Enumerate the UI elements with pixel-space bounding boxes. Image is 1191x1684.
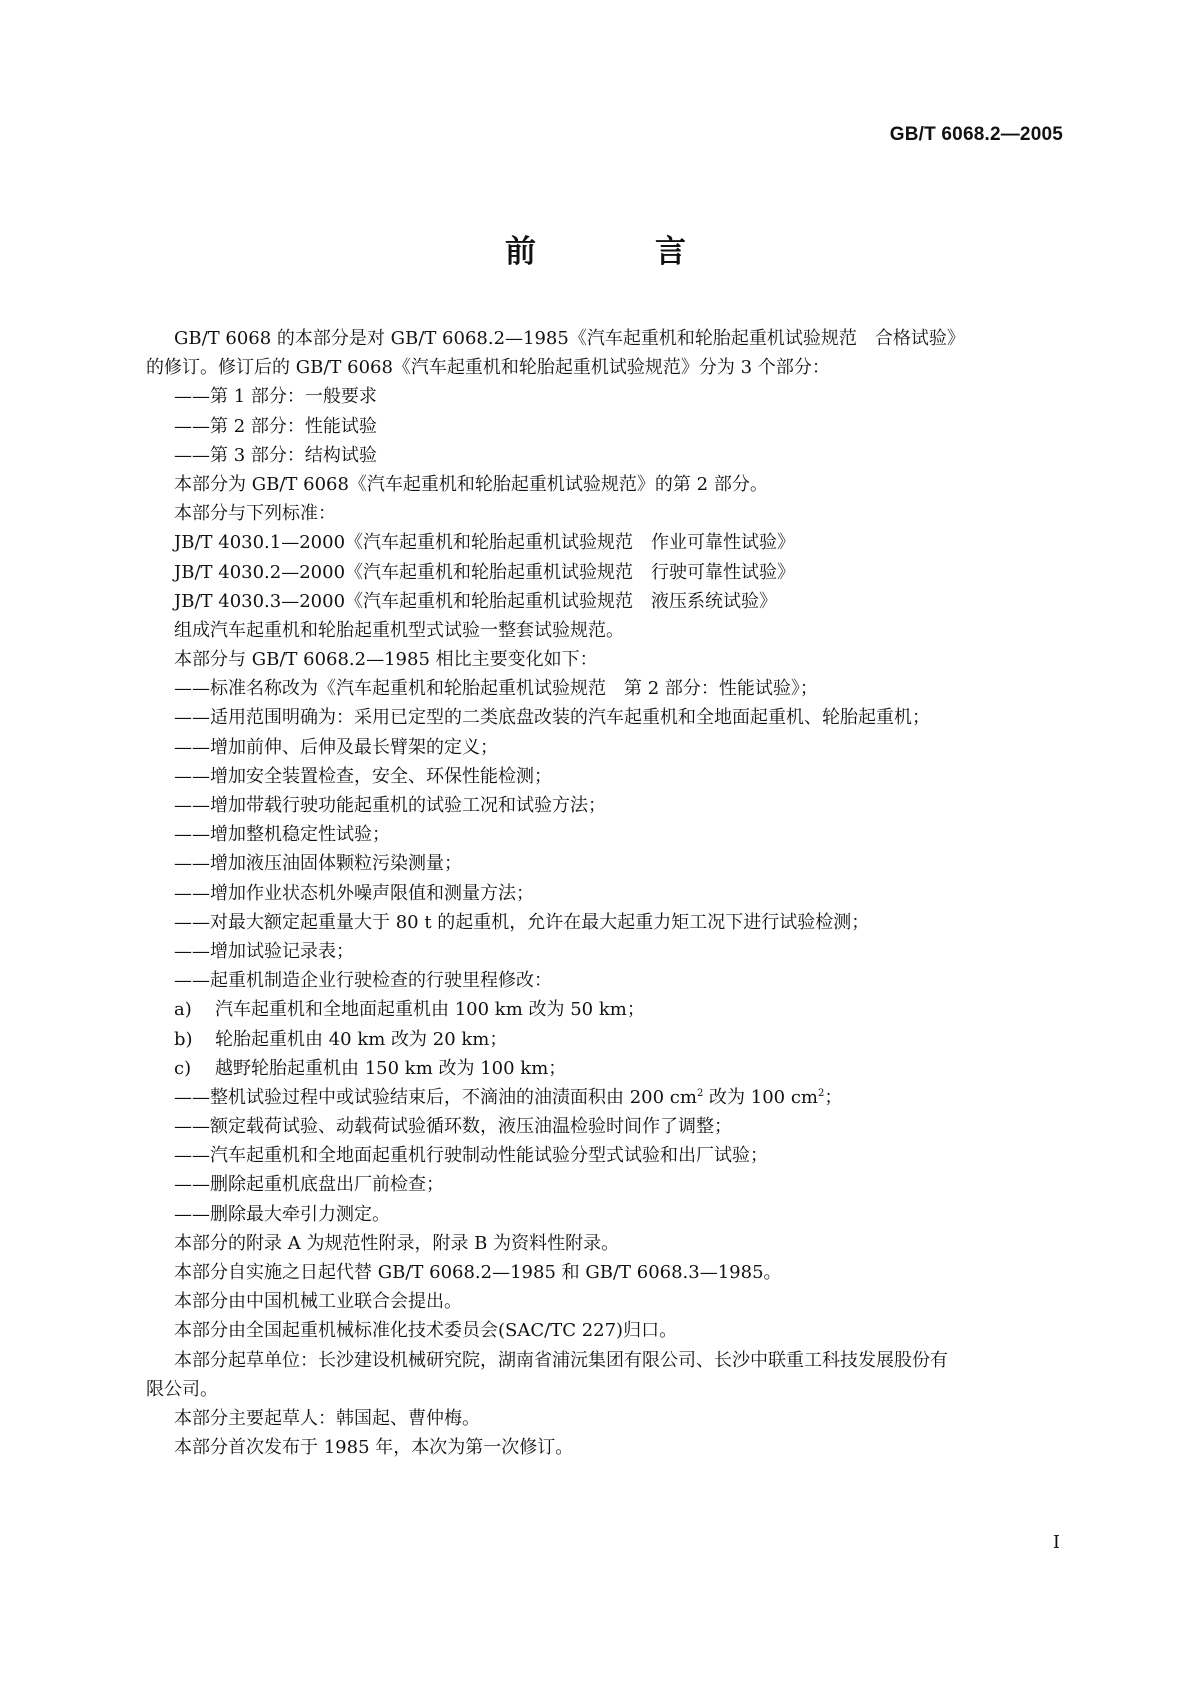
paragraph-part-statement: 本部分为 GB/T 6068《汽车起重机和轮胎起重机试验规范》的第 2 部分。 <box>174 473 768 495</box>
foreword-body <box>146 324 1066 1462</box>
change-item: ——删除起重机底盘出厂前检查； <box>174 1174 444 1196</box>
page-number: I <box>1052 1532 1060 1553</box>
related-standard-3: JB/T 4030.3—2000《汽车起重机和轮胎起重机试验规范 液压系统试验》 <box>174 590 778 612</box>
paragraph-drafting-units-line1: 本部分起草单位：长沙建设机械研究院，湖南省浦沅集团有限公司、长沙中联重工科技发展股份有 <box>174 1349 948 1371</box>
change-item: ——增加作业状态机外噪声限值和测量方法； <box>174 882 534 904</box>
related-standard-1: JB/T 4030.1—2000《汽车起重机和轮胎起重机试验规范 作业可靠性试验》 <box>174 532 796 554</box>
change-item: ——增加带载行驶功能起重机的试验工况和试验方法； <box>174 795 606 816</box>
standard-code: GB/T 6068.2—2005 <box>889 124 1063 145</box>
sub-item-label: a) <box>174 999 192 1021</box>
change-item: ——标准名称改为《汽车起重机和轮胎起重机试验规范 第 2 部分：性能试验》； <box>174 678 818 700</box>
paragraph-drafting-units-line2: 限公司。 <box>146 1378 218 1400</box>
change-item: ——增加整机稳定性试验； <box>174 824 390 846</box>
paragraph-annexes: 本部分的附录 A 为规范性附录，附录 B 为资料性附录。 <box>174 1232 620 1254</box>
paragraph-intro-line1: GB/T 6068 的本部分是对 GB/T 6068.2—1985《汽车起重机和轮胎起重机试验规范 合格试验》 <box>174 328 965 349</box>
superscript: 2 <box>696 1087 704 1099</box>
change-item: ——起重机制造企业行驶检查的行驶里程修改： <box>174 970 552 992</box>
list-item-part2: ——第 2 部分：性能试验 <box>174 415 377 437</box>
text-segment: ； <box>824 1086 843 1108</box>
change-item: ——汽车起重机和全地面起重机行驶制动性能试验分型式试验和出厂试验； <box>174 1145 768 1167</box>
change-item: ——删除最大牵引力测定。 <box>174 1203 390 1225</box>
paragraph-drafters: 本部分主要起草人：韩国起、曹仲梅。 <box>174 1407 480 1429</box>
list-item-part3: ——第 3 部分：结构试验 <box>174 444 377 466</box>
change-item: ——增加试验记录表； <box>174 940 354 962</box>
superscript: 2 <box>818 1087 825 1099</box>
paragraph-proposer: 本部分由中国机械工业联合会提出。 <box>174 1291 462 1313</box>
change-item: ——增加前伸、后伸及最长臂架的定义； <box>174 736 498 758</box>
text-segment: 改为 100 cm <box>703 1086 818 1108</box>
page-title: 前 言 <box>505 234 730 270</box>
sub-item-text: 汽车起重机和全地面起重机由 100 km 改为 50 km； <box>215 999 645 1021</box>
sub-item-label: b) <box>174 1028 193 1050</box>
change-item: ——额定载荷试验、动载荷试验循环数，液压油温检验时间作了调整； <box>174 1116 732 1138</box>
paragraph-intro-line2: 的修订。修订后的 GB/T 6068《汽车起重机和轮胎起重机试验规范》分为 3 个部分： <box>146 357 830 379</box>
paragraph-replacement: 本部分自实施之日起代替 GB/T 6068.2—1985 和 GB/T 6068.3—1985。 <box>174 1262 782 1283</box>
change-item-oil-stain <box>146 1083 1066 1112</box>
change-item: ——对最大额定起重量大于 80 t 的起重机，允许在最大起重力矩工况下进行试验检测； <box>174 911 870 933</box>
sub-item-b <box>146 1025 1066 1054</box>
change-item: ——适用范围明确为：采用已定型的二类底盘改装的汽车起重机和全地面起重机、轮胎起重机； <box>174 707 930 729</box>
sub-item-text: 越野轮胎起重机由 150 km 改为 100 km； <box>215 1057 567 1079</box>
sub-item-label: c) <box>174 1057 192 1079</box>
paragraph-responsible-committee: 本部分由全国起重机械标准化技术委员会(SAC/TC 227)归口。 <box>174 1320 678 1342</box>
paragraph-composition: 组成汽车起重机和轮胎起重机型式试验一整套试验规范。 <box>174 619 624 641</box>
paragraph-related-standards: 本部分与下列标准： <box>174 503 336 525</box>
sub-item-text: 轮胎起重机由 40 km 改为 20 km； <box>215 1028 508 1050</box>
change-item: ——增加液压油固体颗粒污染测量； <box>174 853 462 875</box>
sub-item-c <box>146 1054 1066 1083</box>
paragraph-history: 本部分首次发布于 1985 年，本次为第一次修订。 <box>174 1437 574 1459</box>
paragraph-changes-intro: 本部分与 GB/T 6068.2—1985 相比主要变化如下： <box>174 649 598 671</box>
sub-item-a <box>146 995 1066 1024</box>
change-item: ——增加安全装置检查，安全、环保性能检测； <box>174 765 552 787</box>
list-item-part1: ——第 1 部分：一般要求 <box>174 386 377 408</box>
text-segment: ——整机试验过程中或试验结束后，不滴油的油渍面积由 200 cm <box>174 1086 697 1108</box>
related-standard-2: JB/T 4030.2—2000《汽车起重机和轮胎起重机试验规范 行驶可靠性试验》 <box>174 561 796 583</box>
